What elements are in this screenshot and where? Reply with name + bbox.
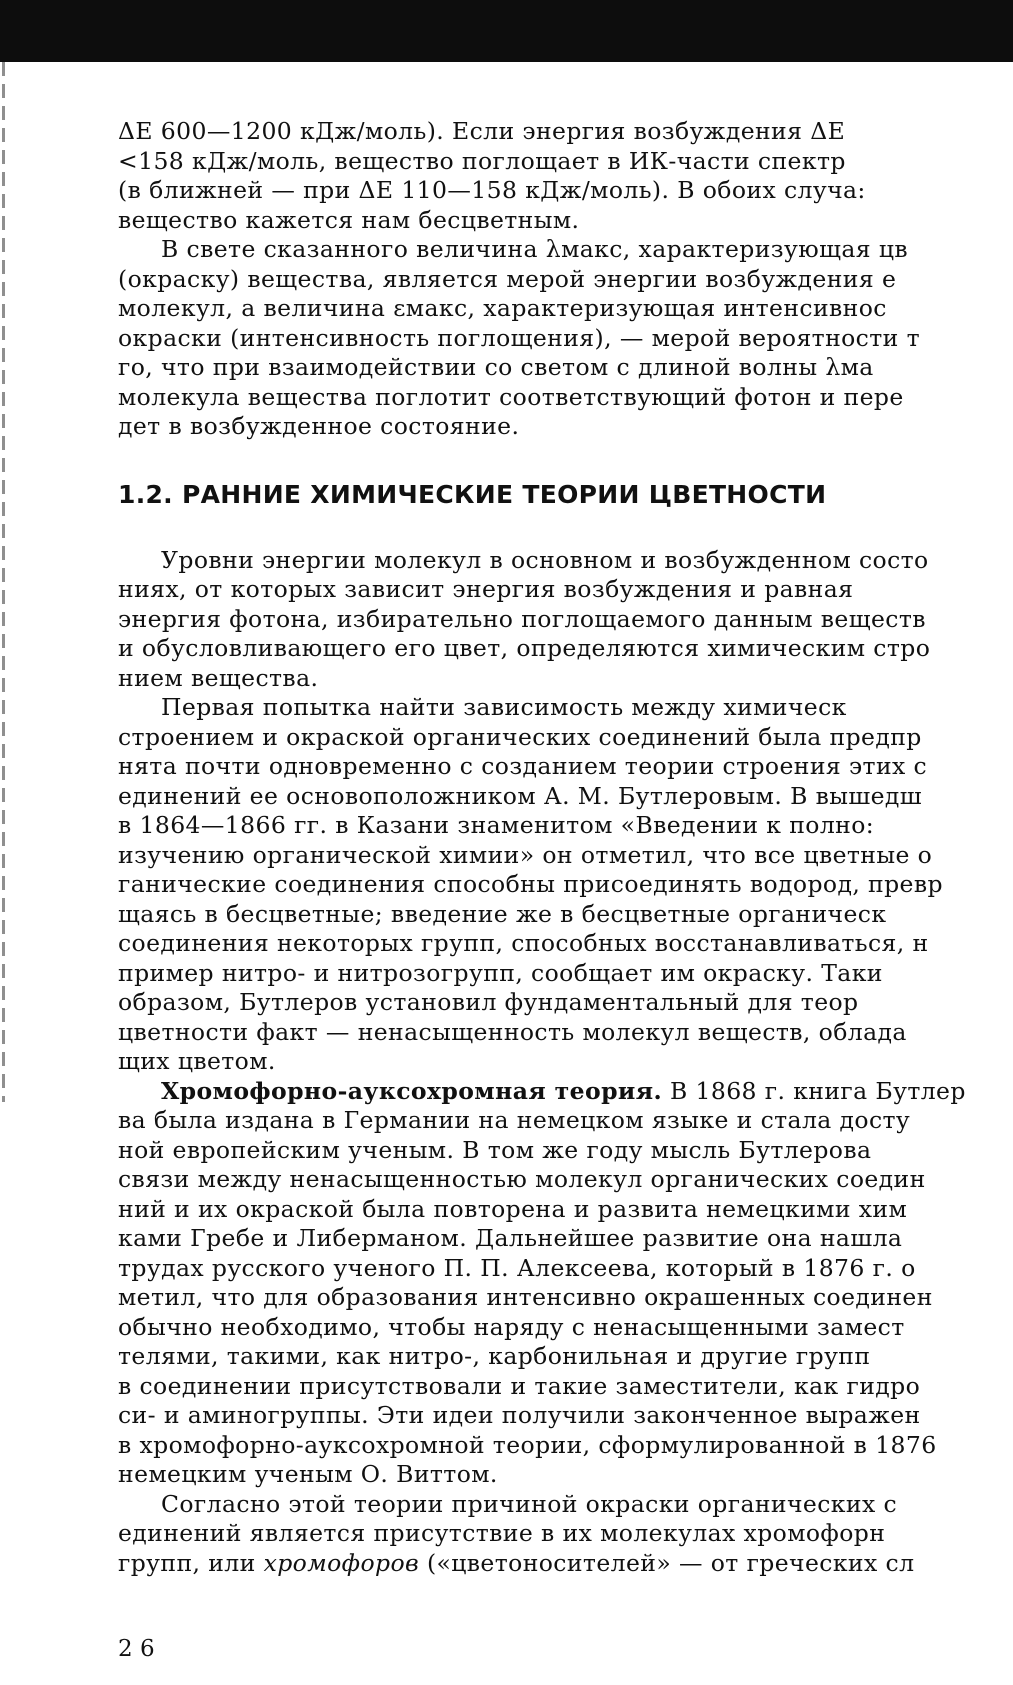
text-line: Первая попытка найти зависимость между химическ xyxy=(161,693,847,721)
text-line: вещество кажется нам бесцветным. xyxy=(118,205,580,234)
text-run: групп, или xyxy=(118,1548,264,1577)
text-line: (окраску) вещества, является мерой энергии возбуждения е xyxy=(118,264,897,293)
text-line: В свете сказанного величина λмакс, характеризующая цв xyxy=(161,235,908,263)
text-line: нята почти одновременно с созданием теории строения этих с xyxy=(118,752,928,780)
text-line: строением и окраской органических соединений была предпр xyxy=(118,722,922,751)
text-line xyxy=(118,1549,1013,1579)
text-line: ками Гребе и Либерманом. Дальнейшее развитие она нашла xyxy=(118,1224,903,1252)
text-line: го, что при взаимодействии со светом с длиной волны λма xyxy=(118,353,874,381)
text-line: в 1864—1866 гг. в Казани знаменитом «Введении к полно: xyxy=(118,811,875,839)
text-line: ΔE 600—1200 кДж/моль). Если энергия возбуждения ΔE xyxy=(118,117,846,145)
text-line: немецким ученым О. Виттом. xyxy=(118,1460,498,1488)
text-line: пример нитро- и нитрозогрупп, сообщает им окраску. Таки xyxy=(118,958,883,987)
text-line: си- и аминогруппы. Эти идеи получили законченное выражен xyxy=(118,1401,921,1429)
text-line: телями, такими, как нитро-, карбонильная и другие групп xyxy=(118,1342,871,1370)
text-line: в соединении присутствовали и такие заместители, как гидро xyxy=(118,1371,921,1400)
text-line: Согласно этой теории причиной окраски органических с xyxy=(161,1489,898,1518)
text-line: Уровни энергии молекул в основном и возбужденном состо xyxy=(161,545,929,574)
text-line: соединения некоторых групп, способных восстанавливаться, н xyxy=(118,929,929,957)
text-line: молекул, а величина εмакс, характеризующая интенсивнос xyxy=(118,294,887,322)
text-line: обычно необходимо, чтобы наряду с ненасыщенными замест xyxy=(118,1312,905,1341)
paragraph-chromophore-theory xyxy=(118,1077,1013,1490)
text-line: нием вещества. xyxy=(118,663,319,692)
text-line: единений ее основоположником А. М. Бутлеровым. В вышедш xyxy=(118,781,923,810)
text-run: В 1868 г. книга Бутлер xyxy=(662,1076,966,1105)
text-line: ганические соединения способны присоединять водород, превр xyxy=(118,870,943,898)
paragraph-witt-theory xyxy=(118,1490,1013,1579)
text-line: (в ближней — при ΔE 110—158 кДж/моль). В обоих случа: xyxy=(118,176,866,204)
text-line: молекула вещества поглотит соответствующий фотон и пере xyxy=(118,382,904,411)
paragraph-lambda-max xyxy=(118,235,1013,442)
text-line: щих цветом. xyxy=(118,1047,276,1075)
text-line: энергия фотона, избирательно поглощаемого данным веществ xyxy=(118,604,926,633)
run-in-heading: Хромофорно-ауксохромная теория. xyxy=(161,1076,663,1105)
text-line: ний и их окраской была повторена и развита немецкими хим xyxy=(118,1194,908,1223)
text-line: связи между ненасыщенностью молекул органических соедин xyxy=(118,1165,926,1193)
binding-edge-mark xyxy=(2,62,5,1102)
italic-term: хромофоров xyxy=(263,1548,420,1577)
text-line: единений является присутствие в их молекулах хромофорн xyxy=(118,1519,886,1547)
section-heading: 1.2. РАННИЕ ХИМИЧЕСКИЕ ТЕОРИИ ЦВЕТНОСТИ xyxy=(118,479,827,509)
page-content xyxy=(118,117,1013,1578)
text-line xyxy=(118,1077,1013,1107)
text-line: и обусловливающего его цвет, определяются химическим стро xyxy=(118,634,931,662)
text-line: изучению органической химии» он отметил, что все цветные о xyxy=(118,840,933,869)
paragraph-butlerov xyxy=(118,693,1013,1077)
text-line: <158 кДж/моль, вещество поглощает в ИК-части спектр xyxy=(118,146,846,175)
paragraph-energy-levels xyxy=(118,546,1013,694)
text-line: щаясь в бесцветные; введение же в бесцветные органическ xyxy=(118,899,887,928)
text-run: («цветоносителей» — от греческих сл xyxy=(419,1548,915,1577)
text-line: ниях, от которых зависит энергия возбуждения и равная xyxy=(118,575,854,603)
page-number: 2 6 xyxy=(118,1636,155,1662)
text-line: трудах русского ученого П. П. Алексеева, который в 1876 г. о xyxy=(118,1253,916,1282)
paragraph-continuation xyxy=(118,117,1013,235)
text-line: в хромофорно-ауксохромной теории, сформулированной в 1876 xyxy=(118,1430,937,1459)
text-line: цветности факт — ненасыщенность молекул веществ, облада xyxy=(118,1017,907,1046)
text-line: образом, Бутлеров установил фундаментальный для теор xyxy=(118,988,859,1016)
text-line: метил, что для образования интенсивно окрашенных соединен xyxy=(118,1283,933,1311)
text-line: окраски (интенсивность поглощения), — мерой вероятности т xyxy=(118,323,920,352)
scan-top-band xyxy=(0,0,1013,62)
book-page xyxy=(0,62,1013,1685)
text-line: ва была издана в Германии на немецком языке и стала досту xyxy=(118,1106,911,1134)
text-line: ной европейским ученым. В том же году мысль Бутлерова xyxy=(118,1135,872,1164)
text-line: дет в возбужденное состояние. xyxy=(118,412,520,440)
